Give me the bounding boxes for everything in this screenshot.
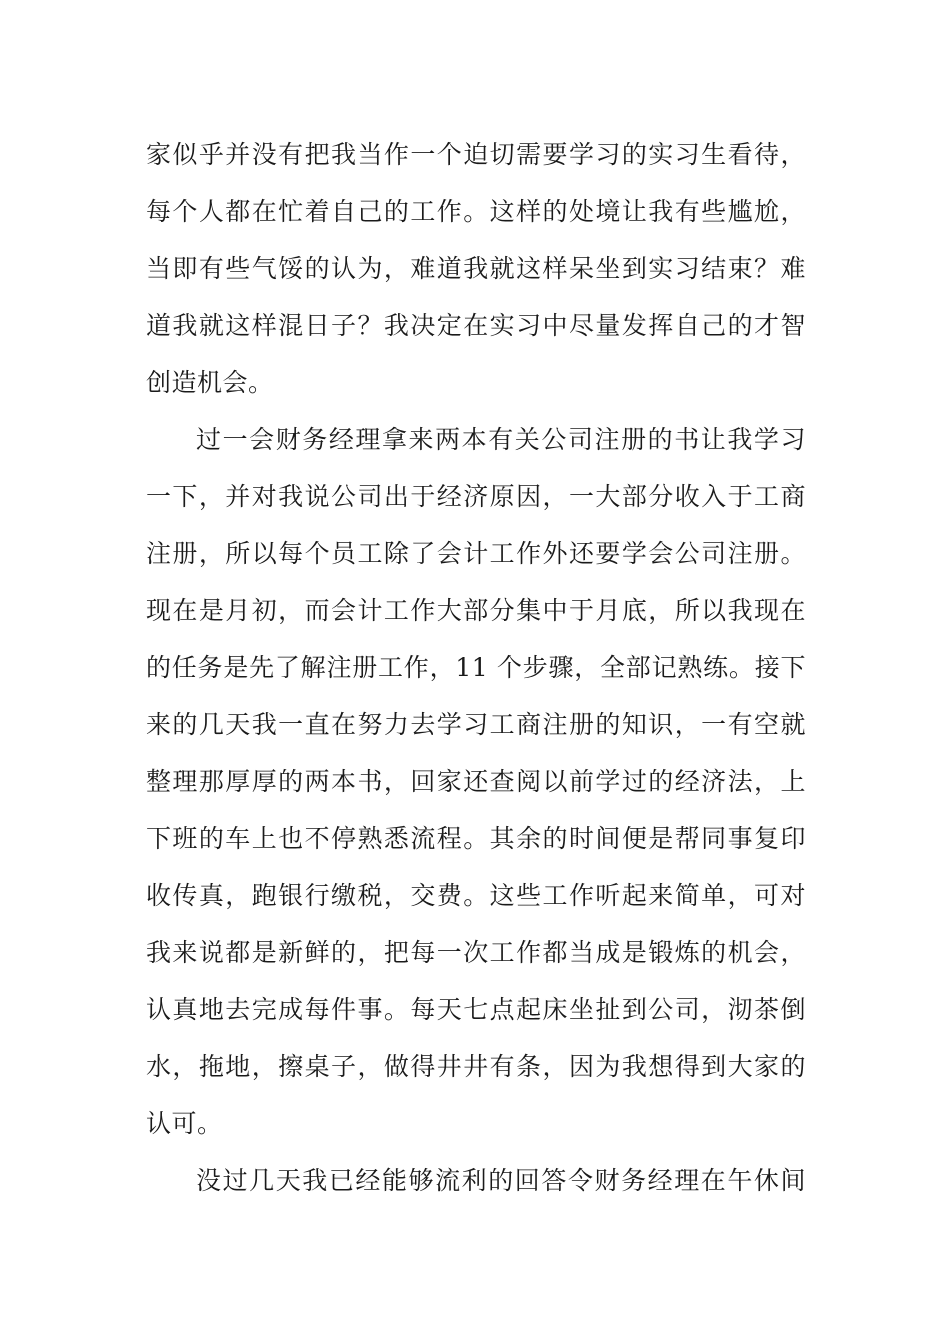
text-line: 认真地去完成每件事。每天七点起床坐扯到公司，沏茶倒: [146, 995, 806, 1024]
text-line: 来的几天我一直在努力去学习工商注册的知识，一有空就: [146, 710, 806, 739]
text-line: 整理那厚厚的两本书，回家还查阅以前学过的经济法，上: [146, 767, 806, 796]
text-line: 创造机会。: [146, 368, 274, 397]
text-line: 我来说都是新鲜的，把每一次工作都当成是锻炼的机会，: [146, 938, 806, 967]
text-line: 家似乎并没有把我当作一个迫切需要学习的实习生看待，: [146, 140, 806, 169]
text-line: 的任务是先了解注册工作，11 个步骤，全部记熟练。接下: [146, 653, 806, 682]
paragraph-first-line: 没过几天我已经能够流利的回答令财务经理在午休间: [196, 1166, 806, 1195]
paragraph-first-line: 过一会财务经理拿来两本有关公司注册的书让我学习: [196, 425, 806, 454]
text-line: 每个人都在忙着自己的工作。这样的处境让我有些尴尬，: [146, 197, 806, 226]
page-bottom-margin: [146, 1252, 806, 1253]
text-line: 下班的车上也不停熟悉流程。其余的时间便是帮同事复印: [146, 824, 806, 853]
text-line: 一下，并对我说公司出于经济原因，一大部分收入于工商: [146, 482, 806, 511]
text-line: 当即有些气馁的认为，难道我就这样呆坐到实习结束？难: [146, 254, 806, 283]
text-line: 认可。: [146, 1109, 223, 1138]
text-line: 现在是月初，而会计工作大部分集中于月底，所以我现在: [146, 596, 806, 625]
text-line: 收传真，跑银行缴税，交费。这些工作听起来简单，可对: [146, 881, 806, 910]
text-line: 道我就这样混日子？我决定在实习中尽量发挥自己的才智: [146, 311, 806, 340]
text-line: 水，拖地，擦桌子，做得井井有条，因为我想得到大家的: [146, 1052, 806, 1081]
text-line: 注册，所以每个员工除了会计工作外还要学会公司注册。: [146, 539, 806, 568]
